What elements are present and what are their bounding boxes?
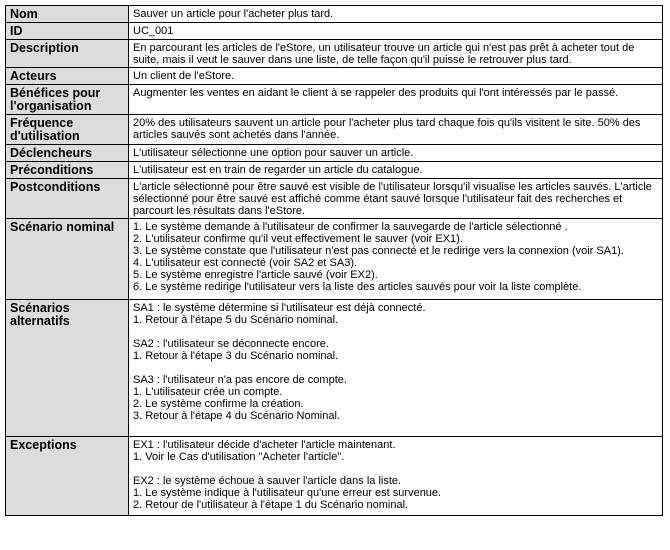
use-case-document — [5, 5, 663, 516]
row-value-preconditions: L'utilisateur est en train de regarder un article du catalogue. — [129, 162, 663, 179]
row-value-id: UC_001 — [129, 23, 663, 40]
alt-line: SA2 : l'utilisateur se déconnecte encore. — [133, 338, 329, 350]
alt-line: 1. Retour à l'étape 3 du Scénario nominal. — [133, 350, 339, 362]
table-row — [6, 300, 663, 437]
alt-line: 2. Le système confirme la création. — [133, 398, 304, 410]
table-row — [6, 162, 663, 179]
row-value-scenario-nominal — [129, 219, 663, 300]
nominal-step: 1. Le système demande à l'utilisateur de confirmer la sauvegarde de l'article sélectionné . — [133, 221, 568, 233]
table-row — [6, 219, 663, 300]
row-label-postconditions: Postconditions — [6, 179, 129, 219]
row-value-acteurs: Un client de l'eStore. — [129, 68, 663, 85]
exception-line: EX1 : l'utilisateur décide d'acheter l'article maintenant. — [133, 439, 396, 451]
nominal-step: 3. Le système constate que l'utilisateur n'est pas connecté et le redirige vers la connexion (voir SA1). — [133, 245, 624, 257]
row-value-scenarios-alternatifs — [129, 300, 663, 437]
row-value-exceptions — [129, 437, 663, 516]
alt-line: 1. Retour à l'étape 5 du Scénario nominal. — [133, 314, 339, 326]
row-label-scenario-nominal: Scénario nominal — [6, 219, 129, 300]
use-case-table — [5, 5, 663, 516]
row-label-nom: Nom — [6, 6, 129, 23]
exception-line: 1. Le système indique à l'utilisateur qu'une erreur est survenue. — [133, 487, 442, 499]
table-row — [6, 85, 663, 115]
row-value-benefices: Augmenter les ventes en aidant le client à se rappeler des produits qui l'ont intéressés par le passé. — [129, 85, 663, 115]
alt-line: SA1 : le système détermine si l'utilisateur est déjà connecté. — [133, 302, 426, 314]
row-value-postconditions: L'article sélectionné pour être sauvé est visible de l'utilisateur lorsqu'il visualise les articles sauvés. L'article sélectionné pour être sauvé est affiché comme étant sauvé lorsque l'utilisateur fait des recherches et parcourt les résultats dans l'eStore. — [129, 179, 663, 219]
table-row — [6, 23, 663, 40]
exception-line: 1. Voir le Cas d'utilisation "Acheter l'article". — [133, 451, 345, 463]
row-label-acteurs: Acteurs — [6, 68, 129, 85]
row-label-id: ID — [6, 23, 129, 40]
exception-line: EX2 : le système échoue à sauver l'article dans la liste. — [133, 475, 402, 487]
alt-line: 3. Retour à l'étape 4 du Scénario Nominal. — [133, 410, 340, 422]
table-row — [6, 145, 663, 162]
table-row — [6, 115, 663, 145]
table-row — [6, 68, 663, 85]
row-value-frequence: 20% des utilisateurs sauvent un article pour l'acheter plus tard chaque fois qu'ils visitent le site. 50% des articles sauvés sont achetés dans l'année. — [129, 115, 663, 145]
alt-line: 1. L'utilisateur crée un compte. — [133, 386, 283, 398]
nominal-step: 4. L'utilisateur est connecté (voir SA2 et SA3). — [133, 257, 358, 269]
exception-line: 2. Retour de l'utilisateur à l'étape 1 du Scénario nominal. — [133, 499, 409, 511]
nominal-step: 5. Le système enregistre l'article sauvé (voir EX2). — [133, 269, 378, 281]
row-label-description: Description — [6, 40, 129, 68]
row-label-declencheurs: Déclencheurs — [6, 145, 129, 162]
nominal-step: 2. L'utilisateur confirme qu'il veut effectivement le sauver (voir EX1). — [133, 233, 463, 245]
table-row — [6, 40, 663, 68]
alt-line: SA3 : l'utilisateur n'a pas encore de compte. — [133, 374, 347, 386]
row-label-preconditions: Préconditions — [6, 162, 129, 179]
table-row — [6, 437, 663, 516]
row-label-exceptions: Exceptions — [6, 437, 129, 516]
row-label-frequence: Fréquence d'utilisation — [6, 115, 129, 145]
table-row — [6, 6, 663, 23]
row-value-nom: Sauver un article pour l'acheter plus tard. — [129, 6, 663, 23]
table-row — [6, 179, 663, 219]
row-label-benefices: Bénéfices pour l'organisation — [6, 85, 129, 115]
row-value-description: En parcourant les articles de l'eStore, un utilisateur trouve un article qui n'est pas prêt à acheter tout de suite, mais il veut le sauver dans une liste, de telle façon qu'il puisse le retrouver plus tard. — [129, 40, 663, 68]
row-label-scenarios-alternatifs: Scénarios alternatifs — [6, 300, 129, 437]
row-value-declencheurs: L'utilisateur sélectionne une option pour sauver un article. — [129, 145, 663, 162]
nominal-step: 6. Le système redirige l'utilisateur vers la liste des articles sauvés pour voir la liste complète. — [133, 281, 582, 293]
